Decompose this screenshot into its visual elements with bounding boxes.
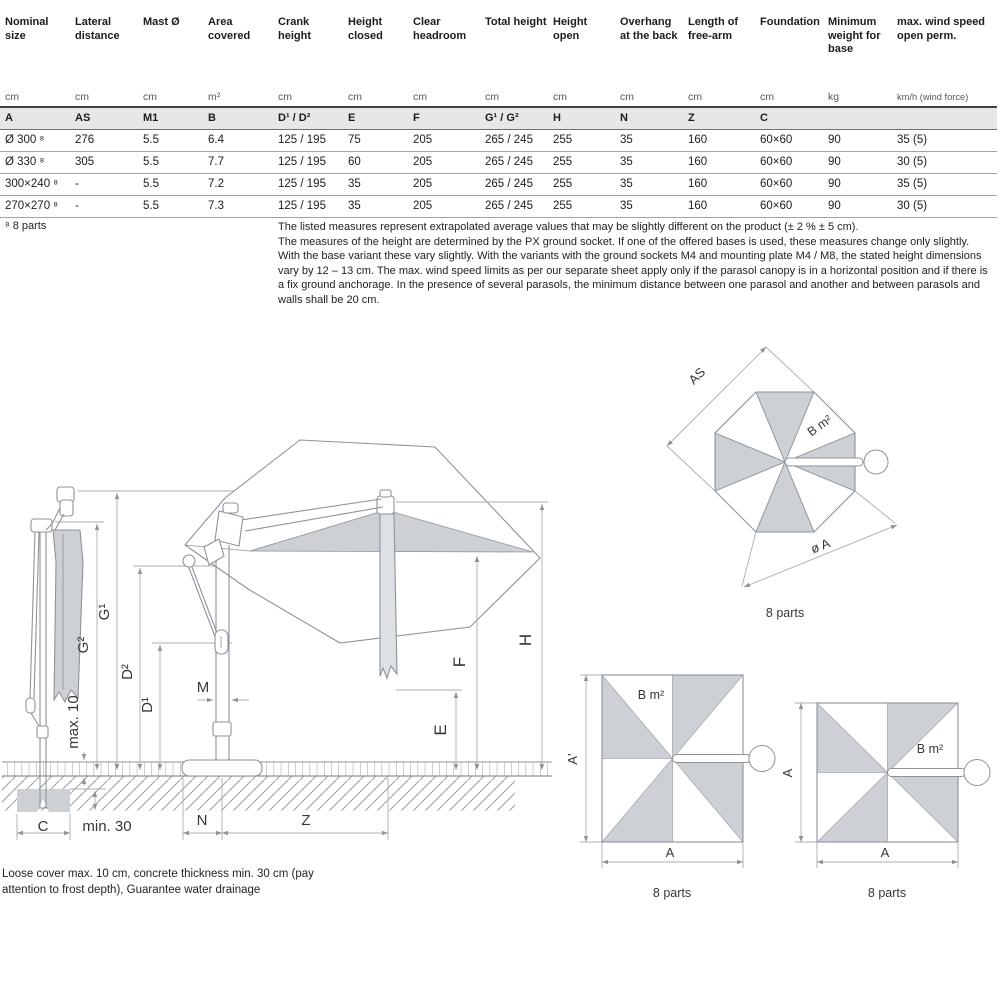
table-unit-cell: cm — [75, 91, 89, 103]
table-cell: 60×60 — [760, 200, 793, 212]
square-area-label: B m² — [916, 742, 944, 756]
table-cell: 7.2 — [208, 178, 224, 190]
table-cell: 60×60 — [760, 178, 793, 190]
table-key-cell: H — [553, 112, 561, 124]
table-cell: 35 — [620, 156, 633, 168]
octagon-handle-knob — [864, 450, 888, 474]
table-key-cell: G¹ / G² — [485, 112, 519, 124]
table-header-cell: Height closed — [348, 16, 383, 42]
table-cell: 125 / 195 — [278, 156, 326, 168]
closed-ribs — [30, 532, 39, 698]
square-top-view — [780, 703, 990, 900]
closed-mast — [40, 530, 46, 776]
table-cell: 35 (5) — [897, 134, 928, 146]
dim-label-g2: G² — [75, 636, 92, 654]
table-cell: 30 (5) — [897, 156, 928, 168]
dim-label-d2: D² — [119, 664, 136, 680]
table-unit-cell: cm — [553, 91, 567, 103]
table-header-cell: max. wind speed open perm. — [897, 16, 986, 42]
crank-shackle — [215, 630, 228, 654]
table-cell: 265 / 245 — [485, 156, 533, 168]
table-cell: Ø 300 ⁸ — [5, 134, 45, 146]
table-key-cell: A — [5, 112, 13, 124]
table-cell: - — [75, 200, 79, 212]
table-unit-cell: cm — [688, 91, 702, 103]
table-header-cell: Lateral distance — [75, 16, 120, 42]
table-cell: 90 — [828, 156, 841, 168]
table-unit-cell: kg — [828, 91, 840, 103]
table-key-cell: N — [620, 112, 628, 124]
octagon-handle-rod — [785, 458, 863, 466]
table-unit-cell: cm — [760, 91, 774, 103]
dim-label-a-horizontal: A — [880, 845, 890, 860]
ground — [2, 762, 552, 811]
table-header-cell: Nominal size — [5, 16, 49, 42]
table-cell: 300×240 ⁸ — [5, 178, 59, 190]
measures-note-line1: The listed measures represent extrapolated average values that may be slightly different on the product (± 2 % ± 5 cm). — [278, 221, 859, 233]
rect-handle-rod — [673, 755, 751, 763]
rect-top-view — [565, 675, 775, 900]
table-cell: - — [75, 178, 79, 190]
table-unit-cell: cm — [620, 91, 634, 103]
top-joint — [60, 500, 73, 516]
table-cell: 160 — [688, 156, 708, 168]
table-cell: 305 — [75, 156, 95, 168]
table-cell: 205 — [413, 200, 433, 212]
table-cell: 7.7 — [208, 156, 224, 168]
strut-pivot — [183, 555, 195, 567]
hanging-pole — [380, 514, 397, 678]
dim-label-as: AS — [685, 364, 709, 388]
soil-hatch — [2, 777, 515, 811]
table-cell: 160 — [688, 178, 708, 190]
open-parasol — [182, 440, 540, 776]
dim-label-f: F — [450, 656, 469, 668]
dim-label-c: C — [37, 818, 49, 835]
housing-cap — [223, 503, 238, 513]
table-header-cell: Clear headroom — [413, 16, 467, 42]
dim-label-e: E — [431, 724, 450, 736]
table-cell: 90 — [828, 178, 841, 190]
table-cell: 125 / 195 — [278, 134, 326, 146]
table-cell: 60×60 — [760, 134, 793, 146]
dim-label-z: Z — [301, 812, 311, 829]
table-cell: 35 — [620, 200, 633, 212]
table-cell: 60 — [348, 156, 361, 168]
table-cell: 90 — [828, 200, 841, 212]
table-cell: 35 — [348, 178, 361, 190]
table-unit-cell: m² — [208, 91, 221, 103]
mast-collar — [213, 722, 231, 736]
dim-label-a-prime: A' — [565, 753, 580, 765]
table-cell: 125 / 195 — [278, 200, 326, 212]
table-cell: 255 — [553, 178, 573, 190]
table-header-cell: Mast Ø — [143, 16, 180, 28]
table-cell: 205 — [413, 134, 433, 146]
rib-joint — [26, 698, 35, 713]
hub-cap — [380, 490, 391, 497]
table-cell: 5.5 — [143, 156, 159, 168]
table-cell: 205 — [413, 156, 433, 168]
dim-label-d1: D¹ — [139, 697, 156, 713]
rect-handle-knob — [749, 746, 775, 772]
table-cell: 35 — [620, 178, 633, 190]
table-cell: 75 — [348, 134, 361, 146]
table-cell: 5.5 — [143, 178, 159, 190]
table-unit-cell: km/h (wind force) — [897, 92, 969, 102]
dim-label-a-vertical: A — [780, 768, 795, 778]
dim-label-n: N — [196, 812, 208, 829]
mast-collar-closed — [37, 726, 48, 738]
top-cap — [31, 519, 52, 532]
dim-label-diameter-a: ø A — [808, 535, 833, 557]
table-key-cell: Z — [688, 112, 695, 124]
table-unit-cell: cm — [485, 91, 499, 103]
table-cell: 35 — [620, 134, 633, 146]
octagon-segment-gray — [756, 462, 814, 532]
table-header-cell: Total height — [485, 16, 547, 28]
table-cell: 276 — [75, 134, 95, 146]
ground-note: Loose cover max. 10 cm, concrete thickness min. 30 cm (pay attention to frost depth), Guarantee water drainage — [2, 868, 314, 896]
table-key-cell: AS — [75, 112, 91, 124]
table-cell: 265 / 245 — [485, 178, 533, 190]
base-plate — [182, 760, 262, 776]
table-cell: 270×270 ⁸ — [5, 200, 59, 212]
table-key-cell: C — [760, 112, 768, 124]
table-cell: 255 — [553, 134, 573, 146]
table-cell: 125 / 195 — [278, 178, 326, 190]
table-header-cell: Crank height — [278, 16, 311, 42]
dim-label-a: A — [665, 845, 675, 860]
octagon-area-label: B m² — [804, 412, 835, 440]
table-header-cell: Area covered — [208, 16, 251, 42]
dim-label-g1: G¹ — [96, 603, 113, 621]
dim-label-h: H — [516, 633, 535, 647]
dim-label-min30: min. 30 — [82, 818, 132, 835]
table-key-cell: E — [348, 112, 356, 124]
table-key-cell: B — [208, 112, 216, 124]
table-header-cell: Foundation — [760, 16, 820, 28]
table-cell: 255 — [553, 156, 573, 168]
table-cell: 30 (5) — [897, 200, 928, 212]
pavement-band — [2, 762, 552, 776]
table-key-cell: M1 — [143, 112, 159, 124]
table-unit-cell: cm — [348, 91, 362, 103]
table-cell: 60×60 — [760, 156, 793, 168]
table-cell: 265 / 245 — [485, 200, 533, 212]
octagon-caption: 8 parts — [765, 606, 805, 620]
square-handle-knob — [964, 760, 990, 786]
table-key-cell: D¹ / D² — [278, 112, 311, 124]
square-handle-rod — [888, 769, 966, 777]
table-header-cell: Height open — [553, 16, 588, 42]
table-cell: 90 — [828, 134, 841, 146]
table-cell: 265 / 245 — [485, 134, 533, 146]
table-cell: 35 — [348, 200, 361, 212]
dim-label-max10: max. 10 — [65, 695, 82, 749]
table-cell: 205 — [413, 178, 433, 190]
table-cell: 5.5 — [143, 134, 159, 146]
table-key-cell: F — [413, 112, 420, 124]
square-caption: 8 parts — [867, 886, 907, 900]
octagon-top-view — [667, 347, 897, 620]
table-cell: 5.5 — [143, 200, 159, 212]
table-unit-cell: cm — [5, 91, 19, 103]
closed-canopy — [53, 530, 83, 702]
table-cell: 160 — [688, 134, 708, 146]
dim-label-m: M — [196, 679, 210, 696]
octagon-segment-gray — [715, 433, 785, 491]
table-header-cell: Minimum weight for base — [828, 16, 881, 55]
table-cell: 7.3 — [208, 200, 224, 212]
rect-caption: 8 parts — [652, 886, 692, 900]
table-cell: 35 (5) — [897, 178, 928, 190]
table-header-cell: Length of free-arm — [688, 16, 739, 42]
rect-area-label: B m² — [637, 688, 665, 702]
table-cell: 255 — [553, 200, 573, 212]
footnote-8-parts: ⁸ 8 parts — [5, 220, 47, 232]
table-cell: 6.4 — [208, 134, 224, 146]
measures-note-body: The measures of the height are determined by the PX ground socket. If one of the offered bases is used, these measures change only slightly. With the base variant these vary slightly. With the variants with the ground sockets M4 and mounting plate M4 / M8, the stated height dimensions vary by 12 – 13 cm. The max. wind speed limits as per our separate sheet apply only if the parasol canopy is in a horizontal position and if there is a fix ground anchorage. In the presence of several parasols, the minimum distance between one parasol and another and between parasols and walls shall be 20 cm. — [278, 235, 988, 306]
table-unit-cell: cm — [413, 91, 427, 103]
table-cell: 160 — [688, 200, 708, 212]
table-cell: Ø 330 ⁸ — [5, 156, 45, 168]
table-header-cell: Overhang at the back — [620, 16, 678, 42]
table-unit-cell: cm — [278, 91, 292, 103]
table-unit-cell: cm — [143, 91, 157, 103]
